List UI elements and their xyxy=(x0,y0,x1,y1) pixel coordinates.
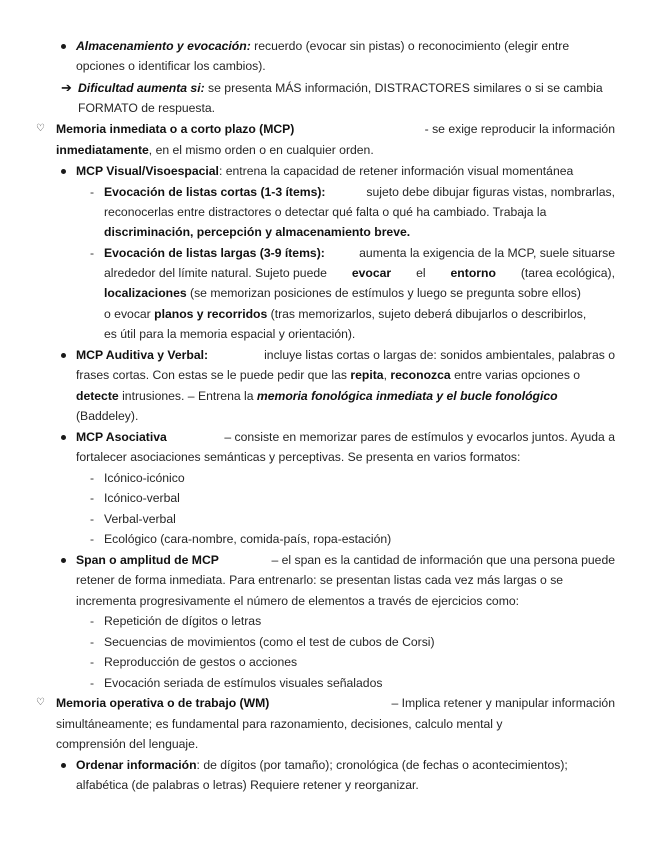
list-item: Secuencias de movimientos (como el test de cubos de Corsi) xyxy=(104,635,435,649)
list-item: Repetición de dígitos o letras xyxy=(104,614,262,628)
list-item: Icónico-verbal xyxy=(104,491,180,505)
list-item: Reproducción de gestos o acciones xyxy=(104,655,298,669)
list-item: Ecológico (cara-nombre, comida-país, ropa-estación) xyxy=(104,532,392,546)
list-item: Evocación seriada de estímulos visuales señalados xyxy=(104,676,383,690)
list-item: Verbal-verbal xyxy=(104,512,176,526)
arrow-right-icon: ➔ xyxy=(61,80,72,95)
bullet-dot xyxy=(61,169,66,174)
document-page: Almacenamiento y evocación: recuerdo (evocar sin pistas) o reconocimiento (elegir entre opciones o identificar los cambios). ➔ Dificultad aumenta si: se presenta MÁS información, DISTRACTORES similares o si se cambia FORMATO de respuesta. ♡ Memoria inmediata o a corto plazo (MCP) - se exige reproducir la información inmediatamente, en el mismo orden o en cualquier orden. MCP Visual/Visoespacial: entrena la capacidad de retener información visual momentánea - Evocación de listas cortas (1-3 ítems): sujeto debe dibujar figuras vistas, nombrarlas, reconocerlas entre distractores o detectar qué falta o qué ha cambiado. Trabaja la discriminación, percepción y almacenamiento breve. - Evocación de listas largas (3-9 ítems): aumenta la exigencia de la MCP, suele situarse alrededor del límite natural. Sujeto puede evocar el entorno (tarea ecológica), localizaciones (se memorizan posiciones de estímulos y luego se pregunta sobre ellos) o evocar planos y recorridos (tras memorizarlos, sujeto deberá dibujarlos o describirlos, es útil para la memoria espacial y orientación). MCP Auditiva y Verbal: incluye listas cortas o largas de: sonidos ambientales, palabras o frases cortas. Con estas se le puede pedir que las repita, reconozca entre varias opciones o detecte intrusiones. – Entrena la memoria fonológica inmediata y el bucle fonológico (Baddeley). MCP Asociativa – consiste en memorizar pares de estímulos y evocarlos juntos. Ayuda a fortalecer asociaciones semánticas y perceptivas. Se presenta en varios formatos: - Icónico-icónico - Icónico-verbal - Verbal-verbal - Ecológico (cara-nombre, comida-país, ropa-estación) Span o amplitud de MCP – el span es la cantidad de información que una persona puede retener de forma inmediata. Para entrenarlo: se presentan listas cada vez más largas o se incrementa progresivamente el número de elementos a través de ejercicios como: - Repetición de dígitos o letras - Secuencias de movimientos (como el test de cubos de Corsi) - Reproducción de gestos o acciones - Evocación seriada de estímulos visuales señalados ♡ Memoria operativa o de trabajo (WM) – Implica retener y manipular información simultáneamente; es fundamental para razonamiento, decisiones, calculo mental y comprensión del lenguaje. Ordenar información: de dígitos (por tamaño); cronológica (de fechas o acontecimientos); alfabética (de palabras o letras) Requiere retener y reorganizar. xyxy=(36,39,615,792)
bullet-dot xyxy=(61,763,66,768)
bullet-dot xyxy=(61,558,66,563)
bullet-dot xyxy=(61,435,66,440)
list-item: Icónico-icónico xyxy=(104,471,185,485)
bullet-dot xyxy=(61,44,66,49)
heart-bullet-icon: ♡ xyxy=(36,123,45,134)
heart-bullet-icon: ♡ xyxy=(36,697,45,708)
bullet-dot xyxy=(61,353,66,358)
